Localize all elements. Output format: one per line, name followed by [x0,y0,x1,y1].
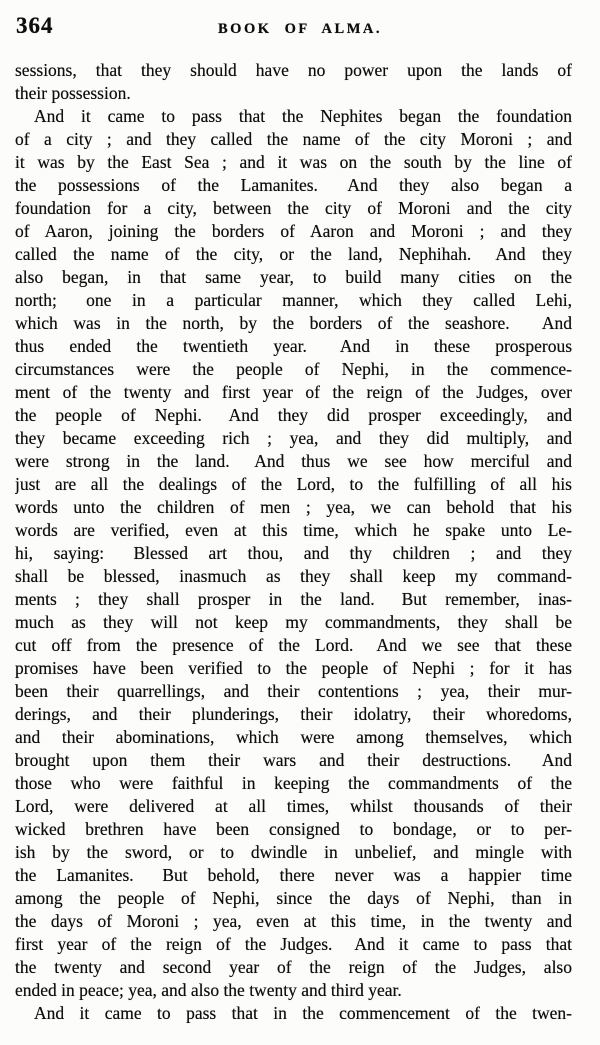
text-line: were strong in the land. And thus we see how merciful and [15,451,572,471]
text-line: they became exceeding rich ; yea, and they did multiply, and [15,428,572,448]
text-line: promises have been verified to the people of Nephi ; for it has [15,658,572,678]
text-line: called the name of the city, or the land, Nephihah. And they [15,244,572,264]
text-line: Lord, were delivered at all times, whilst thousands of their [15,796,572,816]
text-line: the Lamanites. But behold, there never was a happier time [15,865,572,885]
text-line: circumstances were the people of Nephi, in the commence- [15,359,572,379]
text-line: been their quarrellings, and their contentions ; yea, their mur- [15,681,572,701]
text-line: those who were faithful in keeping the commandments of the [15,773,572,793]
text-line: ish by the sword, or to dwindle in unbelief, and mingle with [15,842,572,862]
text-line: hi, saying: Blessed art thou, and thy children ; and they [15,543,572,563]
text-line: among the people of Nephi, since the days of Nephi, than in [15,888,572,908]
text-line: just are all the dealings of the Lord, to the fulfilling of all his [15,474,572,494]
text-line: shall be blessed, inasmuch as they shall keep my command- [15,566,572,586]
text-line: words are verified, even at this time, which he spake unto Le- [15,520,572,540]
text-line: their possession. [15,83,131,103]
text-line: wicked brethren have been consigned to bondage, or to per- [15,819,572,839]
text-line: of Aaron, joining the borders of Aaron and Moroni ; and they [15,221,572,241]
text-line: which was in the north, by the borders of the seashore. And [15,313,572,333]
text-line: ended in peace; yea, and also the twenty and third year. [15,980,402,1000]
text-line: words unto the children of men ; yea, we can behold that his [15,497,572,517]
text-line: brought upon them their wars and their destructions. And [15,750,572,770]
text-line: And it came to pass that the Nephites began the foundation [34,106,572,126]
text-line: north; one in a particular manner, which they called Lehi, [15,290,572,310]
page-number: 364 [16,13,54,38]
text-line: of a city ; and they called the name of the city Moroni ; and [15,129,572,149]
text-line: much as they will not keep my commandments, they shall be [15,612,572,632]
page-header [0,0,600,58]
page-text [15,59,572,1025]
text-line: the people of Nephi. And they did prosper exceedingly, and [15,405,572,425]
text-line: derings, and their plunderings, their idolatry, their whoredoms, [15,704,572,724]
text-line: the twenty and second year of the reign of the Judges, also [15,957,572,977]
text-line: first year of the reign of the Judges. And it came to pass that [15,934,572,954]
text-line: And it came to pass that in the commencement of the twen- [34,1003,572,1023]
text-line: foundation for a city, between the city of Moroni and the city [15,198,572,218]
text-line: ment of the twenty and first year of the reign of the Judges, over [15,382,572,402]
text-line: it was by the East Sea ; and it was on the south by the line of [15,152,572,172]
text-line: also began, in that same year, to build many cities on the [15,267,572,287]
text-line: the possessions of the Lamanites. And they also began a [15,175,572,195]
text-line: and their abominations, which were among themselves, which [15,727,572,747]
text-line: thus ended the twentieth year. And in these prosperous [15,336,572,356]
text-line: ments ; they shall prosper in the land. But remember, inas- [15,589,572,609]
text-line: sessions, that they should have no power upon the lands of [15,60,572,80]
text-line: cut off from the presence of the Lord. And we see that these [15,635,572,655]
text-line: the days of Moroni ; yea, even at this time, in the twenty and [15,911,572,931]
running-title: BOOK OF ALMA. [218,21,382,37]
